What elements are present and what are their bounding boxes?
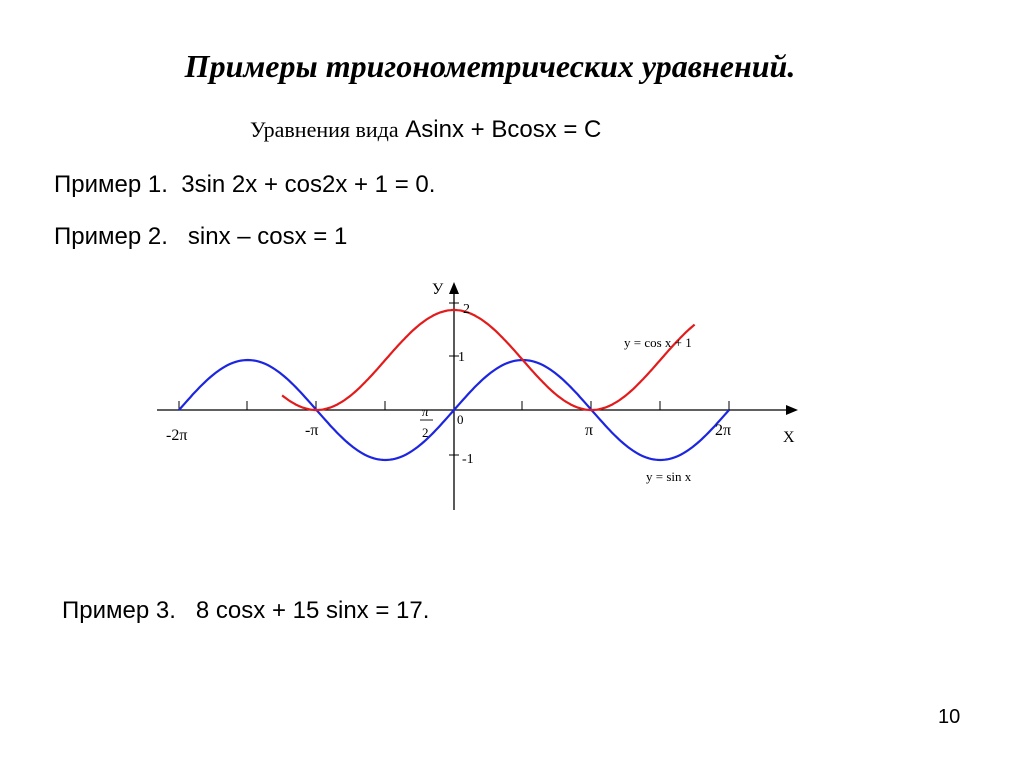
example-3 xyxy=(62,597,429,625)
cos-curve-label: y = cos x + 1 xyxy=(624,335,692,350)
x-tick-label-neg-2pi: -2π xyxy=(166,427,188,444)
page-number: 10 xyxy=(938,706,961,728)
x-axis-arrow xyxy=(786,405,798,415)
x-axis-label: X xyxy=(783,429,795,446)
example-1-equation: 3sin 2x + cos2x + 1 = 0. xyxy=(181,171,436,198)
equation-type-prefix: Уравнения вида xyxy=(250,117,399,142)
y-axis-arrow xyxy=(449,282,459,294)
example-2-equation: sinx – cosx = 1 xyxy=(187,223,348,250)
example-2-label: Пример 2. xyxy=(54,223,168,250)
y-tick-label-1: 1 xyxy=(458,350,465,365)
pi-half-numerator: π xyxy=(422,404,429,419)
y-tick-label-minus-1: -1 xyxy=(462,452,474,467)
y-tick-label-2: 2 xyxy=(463,302,470,317)
y-axis-label: У xyxy=(432,281,444,298)
equation-type-formula: Asinx + Bcosx = C xyxy=(405,116,602,143)
example-3-label: Пример 3. xyxy=(62,597,176,624)
x-tick-label-2pi: 2π xyxy=(715,422,732,439)
pi-half-denominator: 2 xyxy=(422,425,429,440)
x-tick-label-pi: π xyxy=(585,422,594,439)
cos-plus-one-curve xyxy=(282,310,694,410)
sin-curve-label: y = sin x xyxy=(646,469,692,484)
slide-title: Примеры тригонометрических уравнений. xyxy=(184,48,796,84)
x-tick-label-neg-pi: -π xyxy=(305,422,319,439)
example-3-equation: 8 cosx + 15 sinx = 17. xyxy=(195,597,430,624)
origin-label: 0 xyxy=(457,412,464,427)
example-1-label: Пример 1. xyxy=(54,171,168,198)
